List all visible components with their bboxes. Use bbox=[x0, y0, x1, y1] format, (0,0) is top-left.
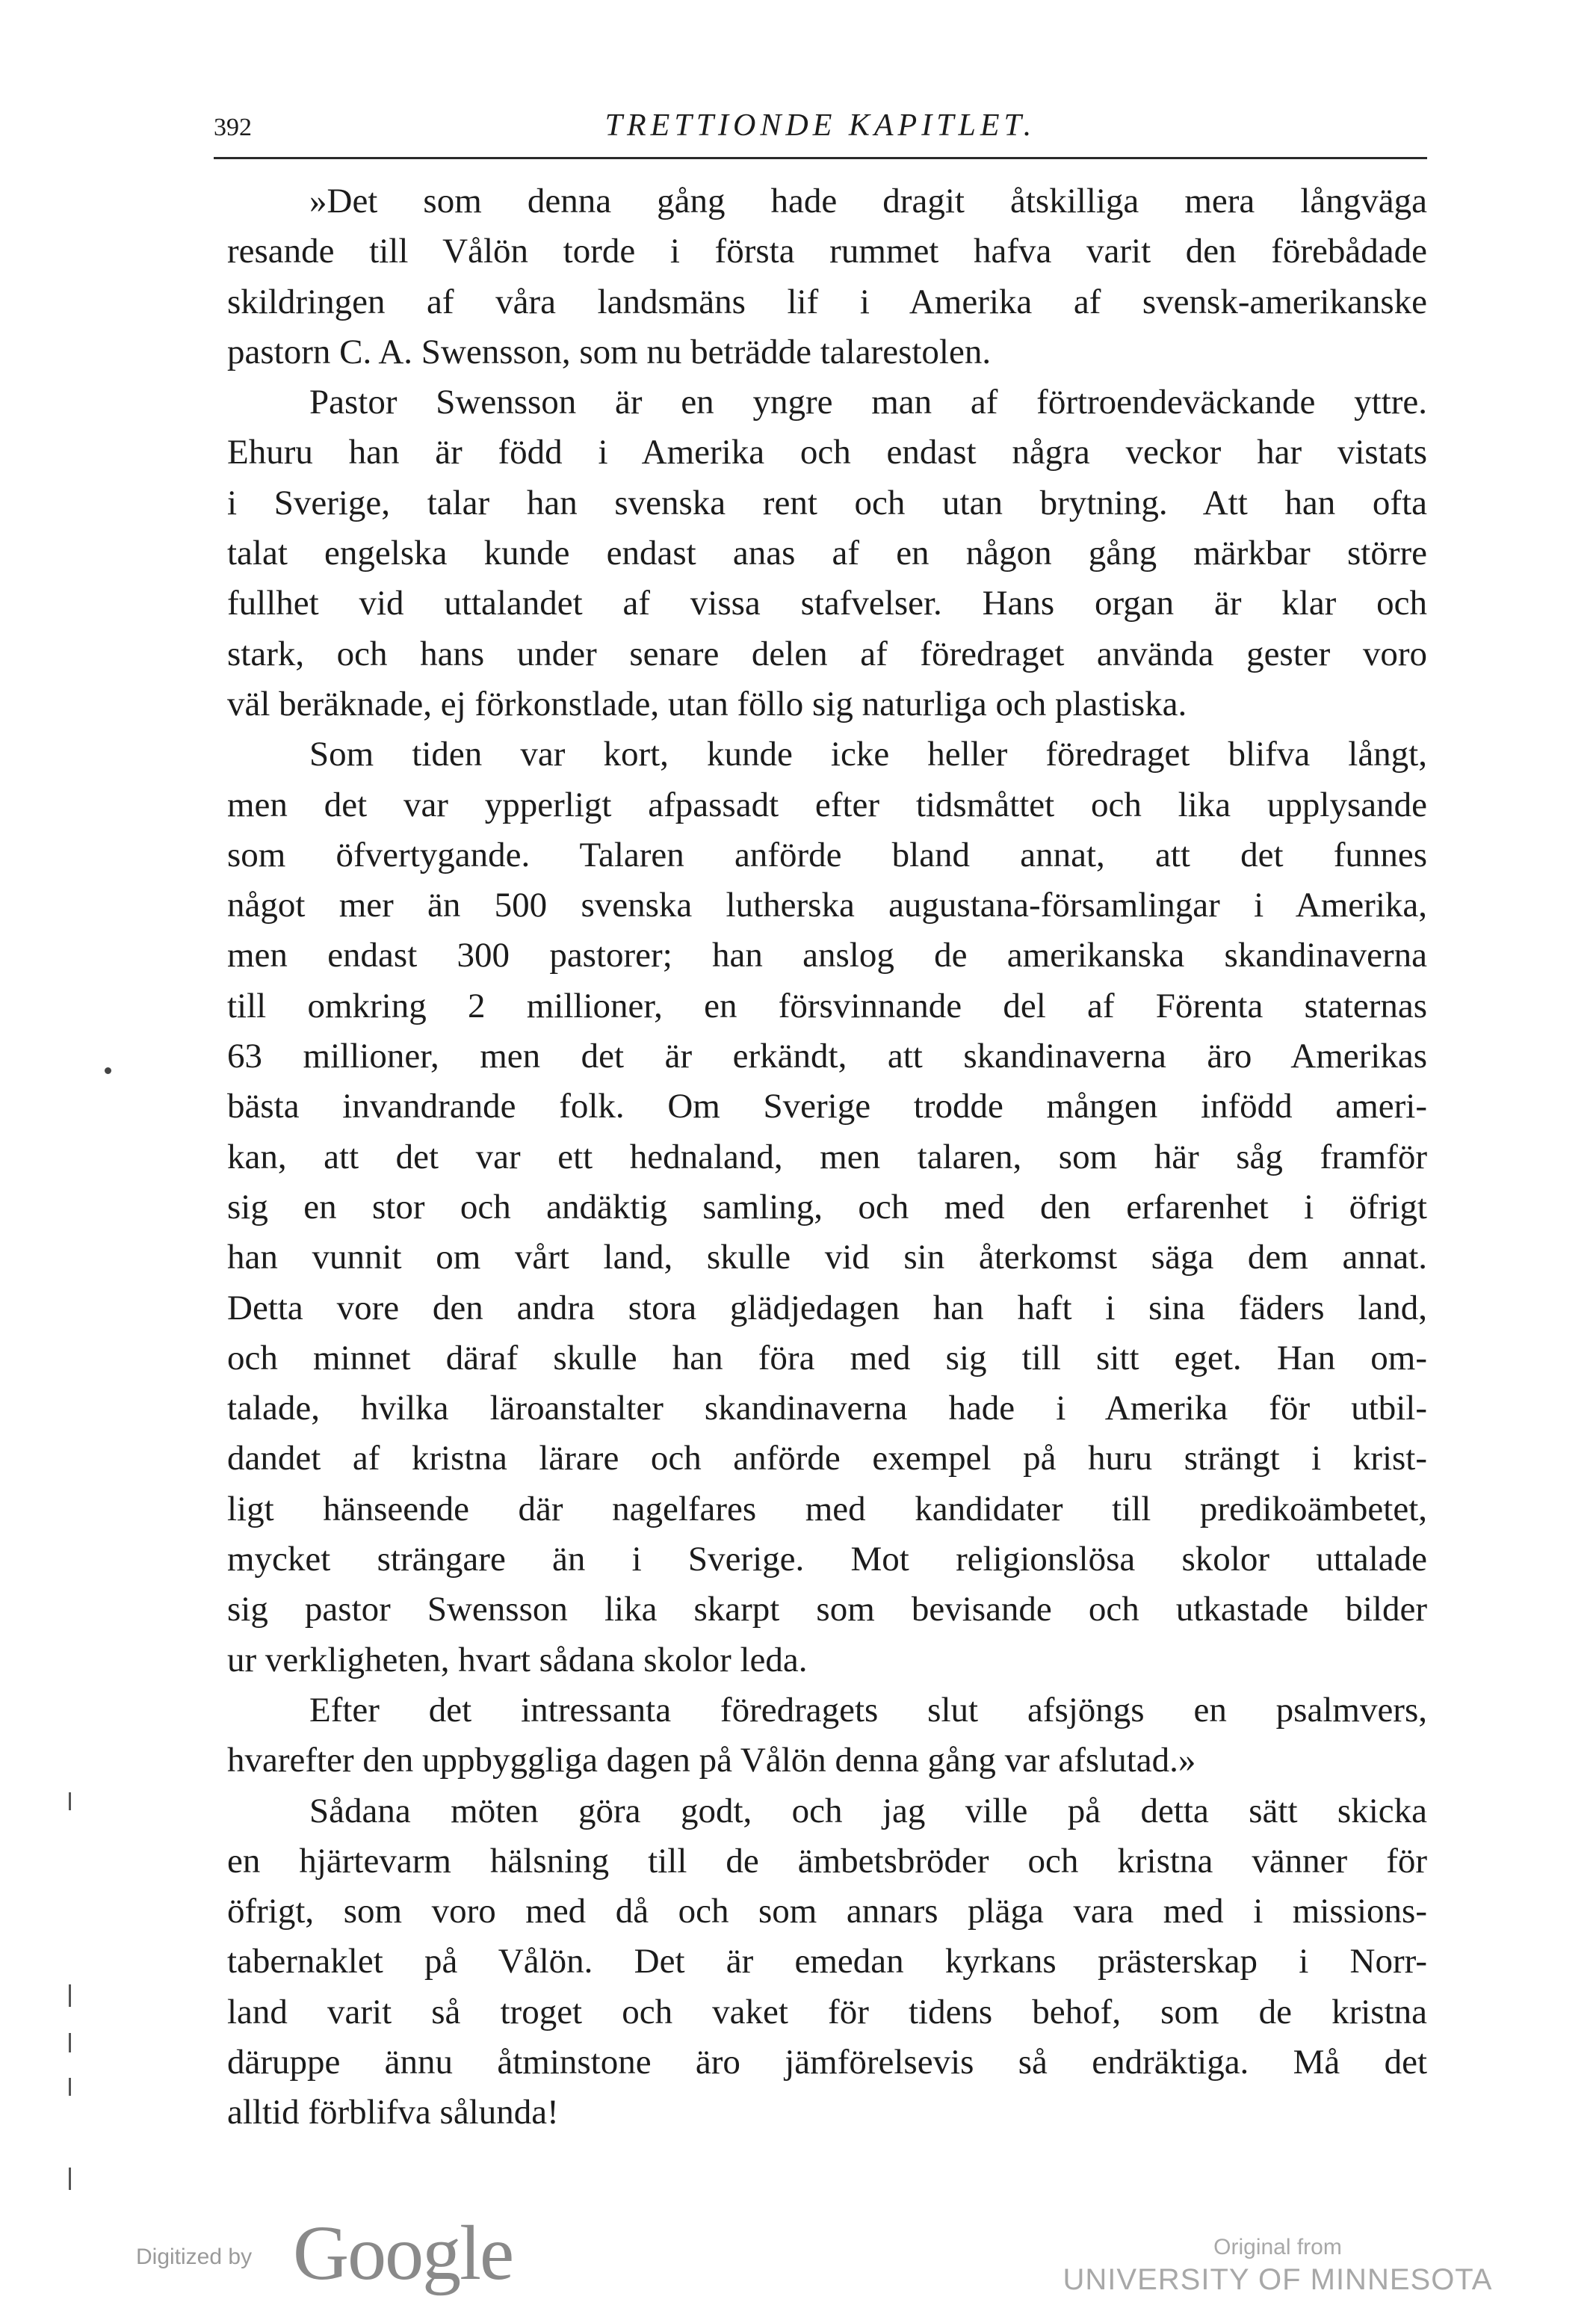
margin-dot bbox=[105, 1067, 111, 1074]
text-line: Detta vore den andra stora glädjedagen han haft i sina fäders land, bbox=[227, 1288, 1427, 1327]
source-watermark bbox=[1061, 2235, 1494, 2297]
text-line: och minnet däraf skulle han föra med sig till sitt eget. Han om- bbox=[227, 1338, 1427, 1378]
text-line: mycket strängare än i Sverige. Mot religionslösa skolor uttalade bbox=[227, 1540, 1427, 1579]
text-line: sig pastor Swensson lika skarpt som bevisande och utkastade bilder bbox=[227, 1590, 1427, 1629]
text-line: men det var ypperligt afpassadt efter tidsmåttet och lika upplysande bbox=[227, 785, 1427, 824]
margin-mark bbox=[69, 2078, 71, 2096]
text-line: kan, att det var ett hednaland, men talaren, som här såg framför bbox=[227, 1137, 1427, 1176]
text-line: hvarefter den uppbyggliga dagen på Vålön denna gång var afslutad.» bbox=[227, 1741, 1196, 1780]
text-line: alltid förblifva sålunda! bbox=[227, 2093, 559, 2132]
text-line: Som tiden var kort, kunde icke heller föredraget blifva långt, bbox=[309, 735, 1427, 774]
body-text bbox=[227, 176, 1427, 2138]
text-line: han vunnit om vårt land, skulle vid sin återkomst säga dem annat. bbox=[227, 1238, 1427, 1277]
text-line: tabernaklet på Vålön. Det är emedan kyrkans prästerskap i Norr- bbox=[227, 1942, 1427, 1981]
header-rule bbox=[214, 157, 1427, 159]
margin-mark bbox=[69, 2033, 71, 2052]
text-line: men endast 300 pastorer; han anslog de amerikanska skandinaverna bbox=[227, 936, 1427, 975]
text-line: väl beräknade, ej förkonstlade, utan föllo sig naturliga och plastiska. bbox=[227, 684, 1187, 724]
running-title: TRETTIONDE KAPITLET. bbox=[604, 108, 1036, 143]
text-line: en hjärtevarm hälsning till de ämbetsbröder och kristna vänner för bbox=[227, 1841, 1427, 1881]
text-line: något mer än 500 svenska lutherska augustana-församlingar i Amerika, bbox=[227, 886, 1427, 925]
text-line: sig en stor och andäktig samling, och med den erfarenhet i öfrigt bbox=[227, 1187, 1427, 1227]
text-line: skildringen af våra landsmäns lif i Amerika af svensk-amerikanske bbox=[227, 282, 1427, 321]
text-line: land varit så troget och vaket för tidens behof, som de kristna bbox=[227, 1992, 1427, 2031]
text-line: pastorn C. A. Swensson, som nu beträdde talarestolen. bbox=[227, 332, 992, 371]
text-line: ligt hänseende där nagelfares med kandidater till predikoämbetet, bbox=[227, 1489, 1427, 1528]
text-line: Sådana möten göra godt, och jag ville på detta sätt skicka bbox=[309, 1791, 1427, 1830]
text-line: dandet af kristna lärare och anförde exempel på huru strängt i krist- bbox=[227, 1439, 1427, 1478]
text-line: Efter det intressanta föredragets slut afsjöngs en psalmvers, bbox=[309, 1690, 1427, 1730]
page-number: 392 bbox=[214, 114, 252, 141]
text-line: ur verkligheten, hvart sådana skolor leda. bbox=[227, 1640, 808, 1679]
page-header bbox=[214, 105, 1427, 152]
google-logo: Google bbox=[293, 2210, 513, 2296]
original-from-label: Original from bbox=[1213, 2235, 1342, 2259]
text-line: 63 millioner, men det är erkändt, att skandinaverna äro Amerikas bbox=[227, 1037, 1427, 1076]
text-line: i Sverige, talar han svenska rent och utan brytning. Att han ofta bbox=[227, 483, 1427, 522]
text-line: Pastor Swensson är en yngre man af förtroendeväckande yttre. bbox=[309, 383, 1427, 422]
text-line: stark, och hans under senare delen af föredraget använda gester voro bbox=[227, 634, 1427, 673]
digitized-label: Digitized by bbox=[136, 2245, 253, 2269]
margin-mark bbox=[69, 1792, 71, 1810]
text-line: däruppe ännu åtminstone äro jämförelsevis så endräktiga. Må det bbox=[227, 2042, 1427, 2082]
text-line: Ehuru han är född i Amerika och endast några veckor har vistats bbox=[227, 433, 1427, 472]
text-line: fullhet vid uttalandet af vissa stafvelser. Hans organ är klar och bbox=[227, 584, 1427, 623]
text-line: som öfvertygande. Talaren anförde bland annat, att det funnes bbox=[227, 835, 1427, 874]
text-line: öfrigt, som voro med då och som annars pläga vara med i missions- bbox=[227, 1892, 1427, 1931]
text-line: till omkring 2 millioner, en försvinnande del af Förenta staternas bbox=[227, 986, 1427, 1025]
margin-mark bbox=[69, 1984, 71, 2007]
text-line: resande till Vålön torde i första rummet hafva varit den förebådade bbox=[227, 232, 1427, 271]
text-line: talat engelska kunde endast anas af en någon gång märkbar större bbox=[227, 534, 1427, 573]
text-line: talade, hvilka läroanstalter skandinaverna hade i Amerika för utbil- bbox=[227, 1389, 1427, 1428]
text-line: bästa invandrande folk. Om Sverige trodde mången infödd ameri- bbox=[227, 1087, 1427, 1126]
university-label: UNIVERSITY OF MINNESOTA bbox=[1063, 2263, 1493, 2296]
text-line: »Det som denna gång hade dragit åtskilliga mera långväga bbox=[309, 182, 1427, 220]
margin-mark bbox=[69, 2168, 71, 2190]
